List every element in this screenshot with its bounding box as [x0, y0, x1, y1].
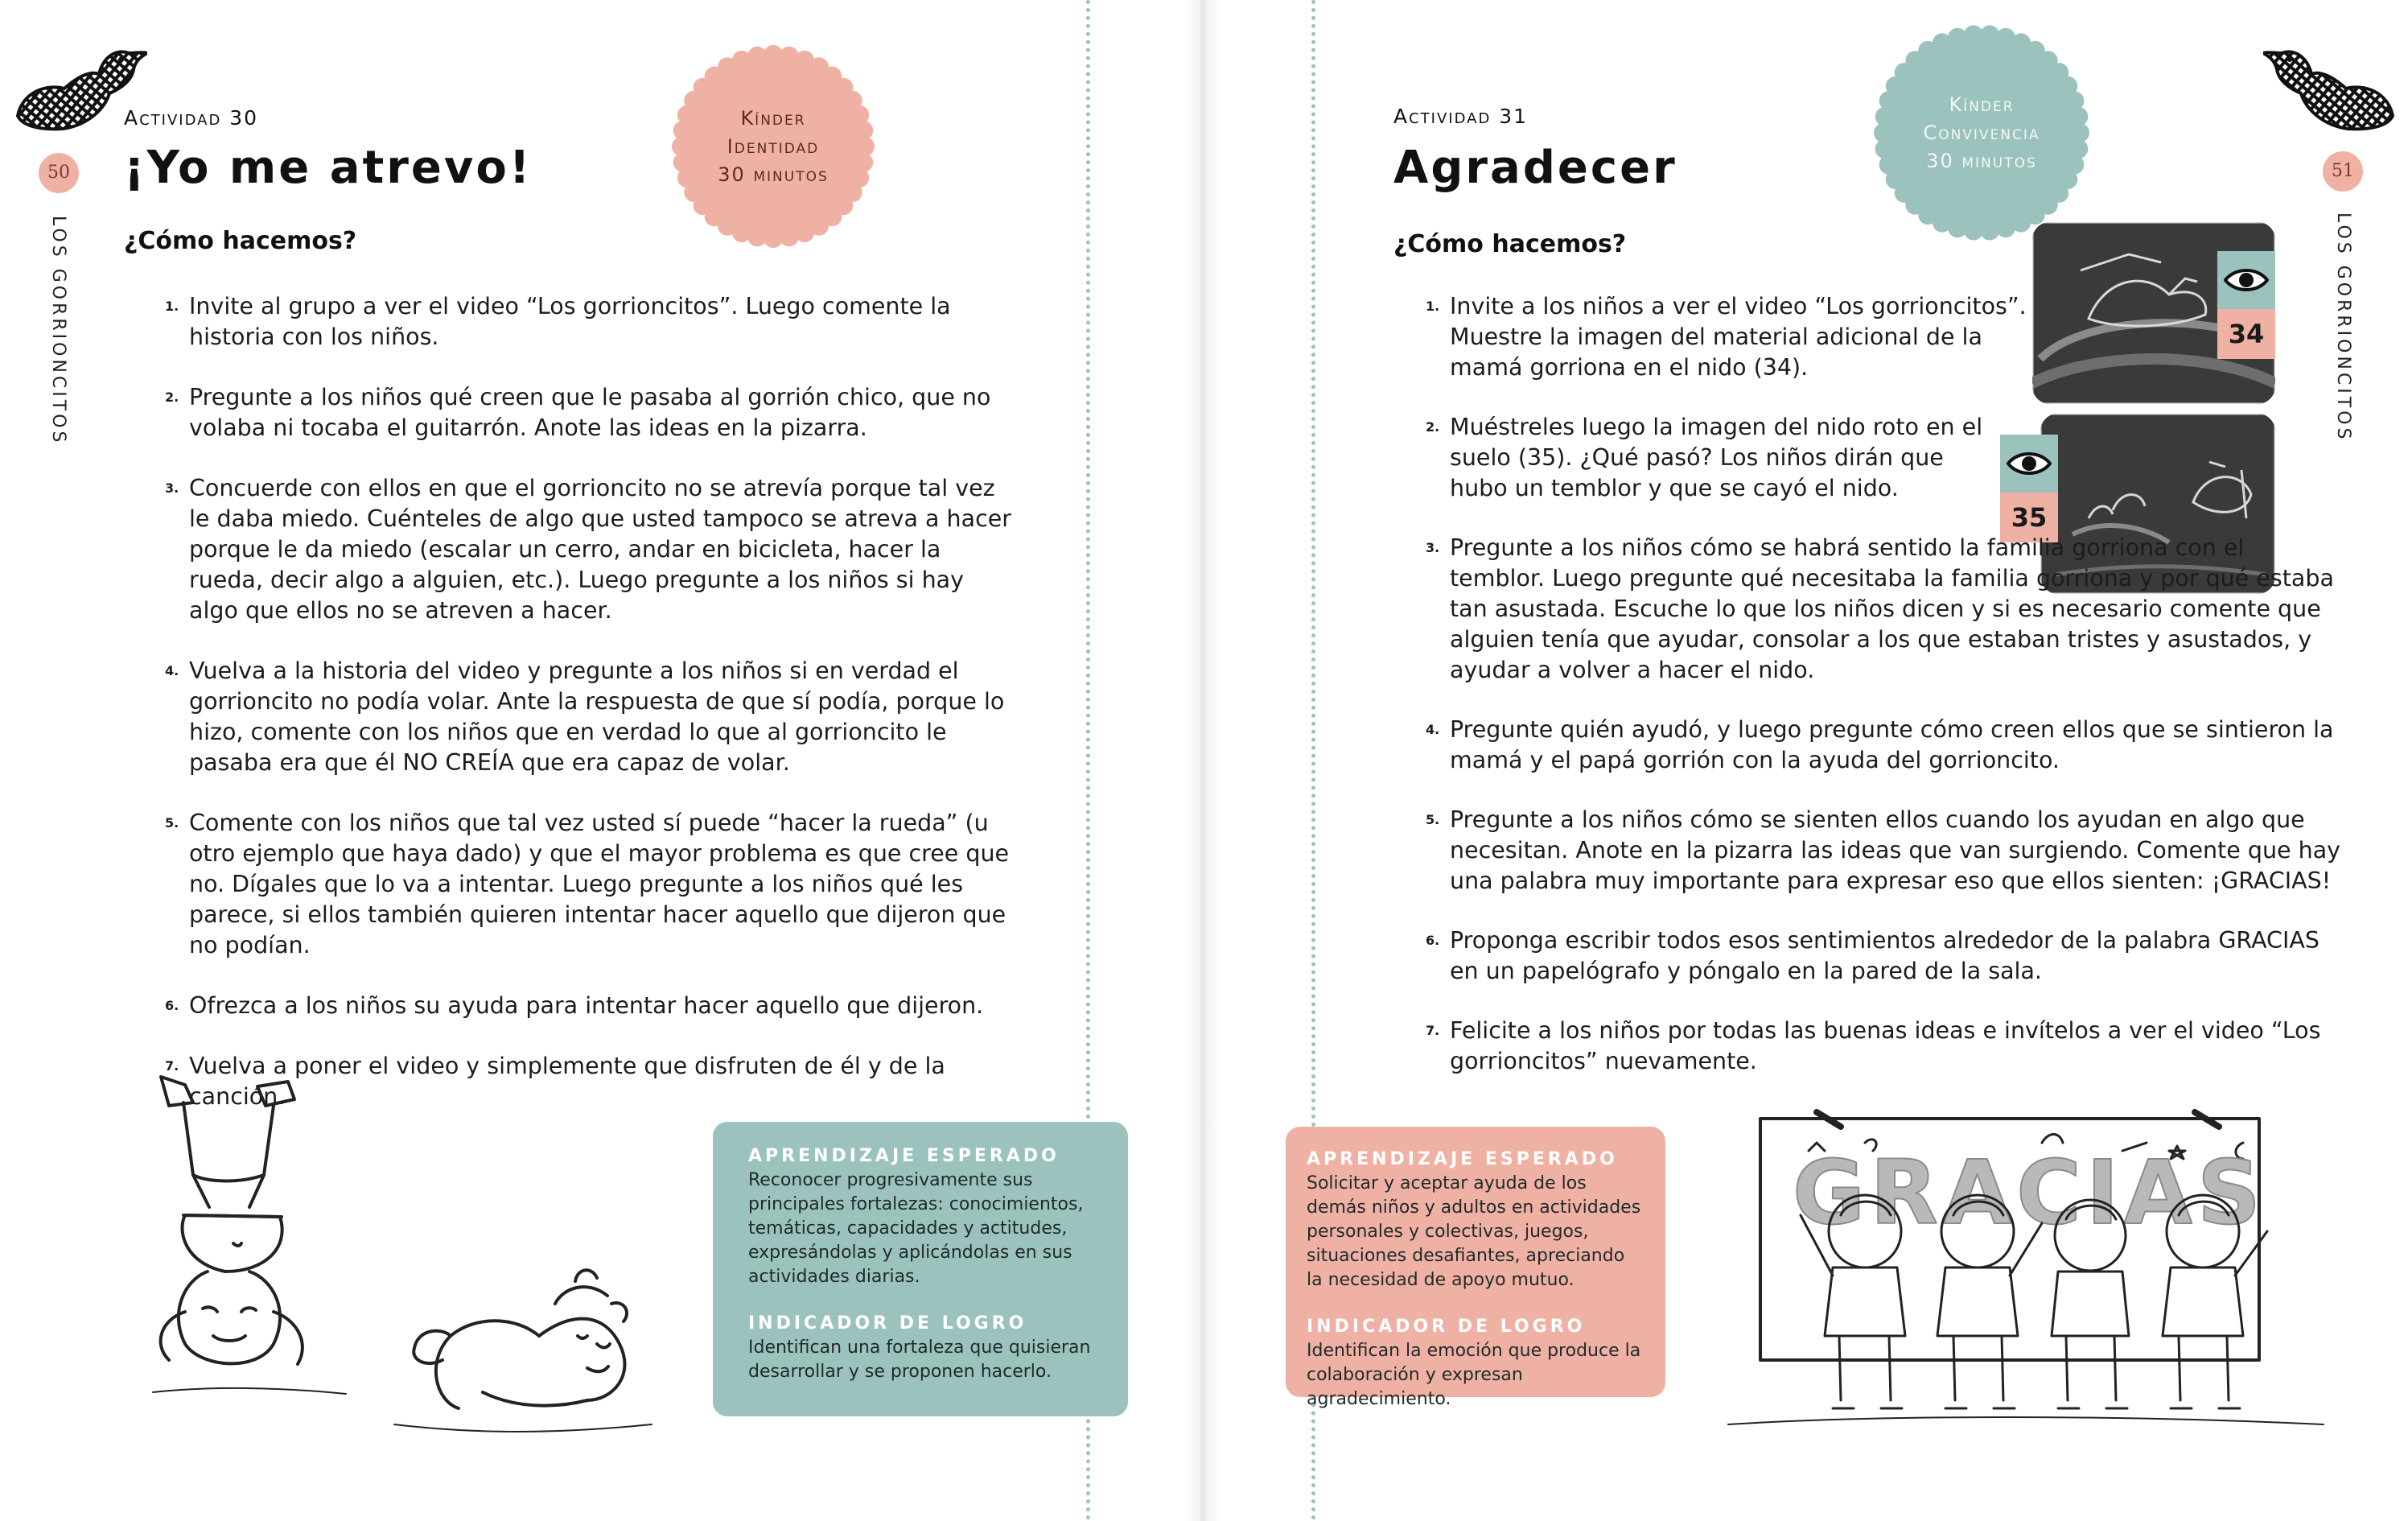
learning-box — [713, 1122, 1128, 1416]
list-item: 4. Pregunte quién ayudó, y luego pregunte cómo creen ellos que se sintieron la mamá y el papá gorrión con la ayuda del gorrioncito. — [1426, 716, 2334, 773]
children-illustration — [137, 1070, 660, 1449]
side-title: LOS GORRIONCITOS — [48, 216, 68, 446]
activity-title: Agradecer — [1393, 142, 1677, 194]
side-title: LOS GORRIONCITOS — [2333, 212, 2353, 443]
indicator-text: Identifican una fortaleza que quisieran desarrollar y se proponen hacerlo. — [748, 1338, 1091, 1382]
list-item: 6. Proponga escribir todos esos sentimientos alrededor de la palabra GRACIAS en un papelógrafo y póngalo en la pared de la sala. — [1426, 927, 2320, 984]
seal-scallop — [854, 121, 873, 140]
left-page — [0, 0, 1200, 1521]
page-fold-shadow — [1184, 0, 1200, 1521]
badge-duration: 30 minutos — [1926, 149, 2037, 172]
page-number: 50 — [39, 153, 79, 193]
list-item: 4. Vuelva a la historia del video y pregunte a los niños si en verdad el gorrioncito no podía volar. Ante la respuesta de que sí podía, porque lo hizo, comente con los niños que en verdad lo que al gorrioncito le pasaba era que él NO CREÍA que era capaz de volar. — [165, 657, 1005, 776]
bird-icon — [2263, 42, 2396, 134]
activity-label: Actividad 31 — [1393, 105, 1529, 128]
learning-heading: APRENDIZAJE ESPERADO — [748, 1146, 1060, 1166]
right-page — [1205, 0, 2408, 1521]
section-subhead: ¿Cómo hacemos? — [1393, 230, 1627, 258]
learning-heading: APRENDIZAJE ESPERADO — [1307, 1149, 1618, 1169]
badge-level: Kínder — [740, 106, 806, 130]
seal-badge — [1873, 24, 2090, 241]
learning-box — [1286, 1127, 1665, 1409]
image-number: 35 — [2000, 493, 2058, 542]
image-number: 34 — [2217, 309, 2275, 359]
page-fold-shadow — [1205, 0, 1221, 1521]
list-item: 3. Pregunte a los niños cómo se habrá sentido la familia gorriona con el temblor. Luego pregunte qué necesitaba la familia gorriona y por qué estaba tan asustada. Escuche lo que los niños dicen y si es necesario comente que alguien tenía que ayudar, consolar a los que estaban tristes y asustados, y ayudar a volver a hacer el nido. — [1426, 534, 2334, 683]
list-item: 5. Pregunte a los niños cómo se sienten ellos cuando los ayudan en algo que necesitan. Anote en la pizarra las ideas que van surgiendo. Comente que hay una palabra muy importante para expresar eso que ellos sienten: ¡GRACIAS! — [1426, 806, 2341, 894]
learning-text: Reconocer progresivamente sus principales fortalezas: conocimientos, temáticas, capacidades y actitudes, expresándolas y aplicándolas en sus actividades diarias. — [748, 1170, 1084, 1287]
indicator-text: Identifican la emoción que produce la colaboración y expresan agradecimiento. — [1307, 1341, 1641, 1409]
activity-label: Actividad 30 — [124, 106, 259, 130]
section-subhead: ¿Cómo hacemos? — [124, 227, 357, 255]
badge-duration: 30 minutos — [718, 163, 829, 186]
badge-level: Kínder — [1949, 93, 2015, 116]
list-item: 6. Ofrezca a los niños su ayuda para intentar hacer aquello que dijeron. — [165, 992, 984, 1019]
list-item: 5. Comente con los niños que tal vez usted sí puede “hacer la rueda” (u otro ejemplo que haya dado) y que el mayor problema es que cree que no. Dígales que lo va a intentar. Luego pregunte a los niños qué les parece, si ellos también quieren intentar hacer aquello que dijeron que no podían. — [165, 810, 1010, 958]
seal-badge — [672, 45, 875, 248]
activity-title: ¡Yo me atrevo! — [124, 142, 533, 194]
list-item: 7. Felicite a los niños por todas las buenas ideas e invítelos a ver el video “Los gorrioncitos” nuevamente. — [1426, 1017, 2321, 1074]
gracias-mural-illustration — [1720, 1094, 2332, 1473]
seal-scallop — [2068, 107, 2088, 126]
steps-list — [165, 291, 1018, 1142]
steps-list — [1426, 291, 2343, 1107]
list-item: 3. Concuerde con ellos en que el gorrioncito no se atrevía porque tal vez le daba miedo. Cuénteles de algo que usted tampoco se atreva a hacer porque le da miedo (escalar un cerro, andar en bicicleta, hacer la rueda, decir algo a alguien, etc.). Luego pregunte a los niños si hay algo que ellos no se atreven a hacer. — [165, 475, 1012, 624]
indicator-heading: INDICADOR DE LOGRO — [748, 1313, 1027, 1333]
learning-text: Solicitar y aceptar ayuda de los demás niños y adultos en actividades personales y colectivas, juegos, situaciones desafiantes, apreciando la necesidad de apoyo mutuo. — [1307, 1173, 1641, 1290]
list-item: 2. Muéstreles luego la imagen del nido roto en el suelo (35). ¿Qué pasó? Los niños dirán que hubo un temblor y que se cayó el nido. — [1426, 414, 1983, 501]
list-item: 7. Vuelva a poner el video y simplemente que disfruten de él y de la canción. — [165, 1053, 945, 1110]
indicator-heading: INDICADOR DE LOGRO — [1307, 1317, 1586, 1337]
mural-word: GRACIAS — [1793, 1141, 2266, 1244]
badge-area: Identidad — [727, 134, 820, 158]
list-item: 2. Pregunte a los niños qué creen que le pasaba al gorrión chico, que no volaba ni tocaba el guitarrón. Anote las ideas en la pizarra. — [165, 384, 991, 441]
list-item: 1. Invite al grupo a ver el video “Los gorrioncitos”. Luego comente la historia con los niños. — [165, 293, 951, 350]
badge-area: Convivencia — [1923, 121, 2040, 144]
list-item: 1. Invite a los niños a ver el video “Los gorrioncitos”. Muestre la imagen del material adicional de la mamá gorriona en el nido (34). — [1426, 293, 2027, 381]
page-number: 51 — [2323, 151, 2363, 192]
